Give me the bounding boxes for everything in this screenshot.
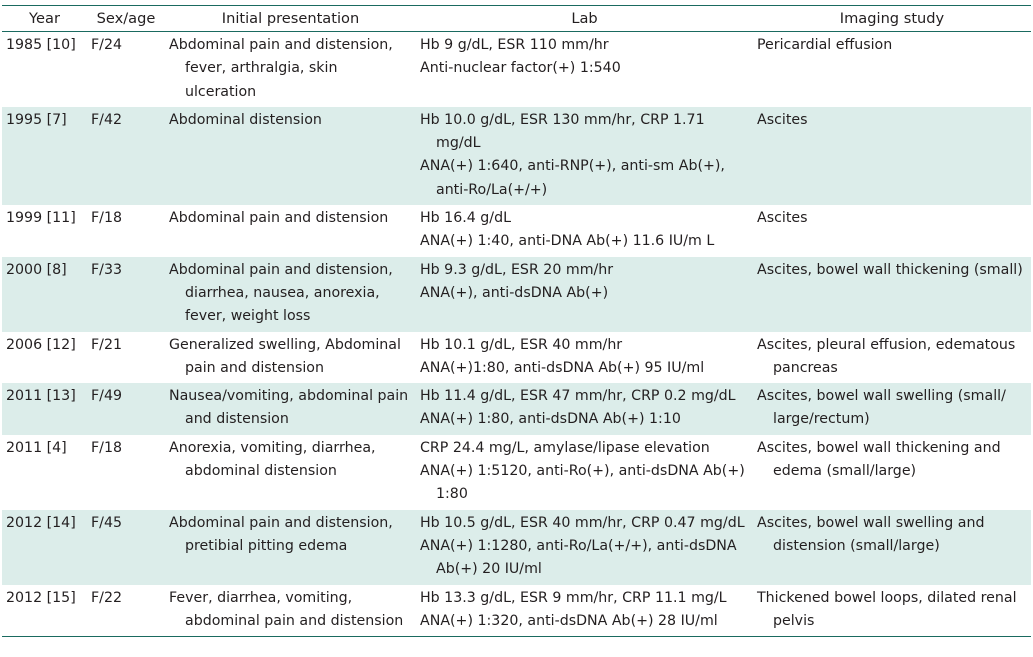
table-body — [2, 32, 1031, 637]
lab-line: Hb 10.5 g/dL, ESR 40 mm/hr, CRP 0.47 mg/dL — [420, 514, 745, 531]
header-imaging-study: Imaging study — [839, 9, 945, 27]
imaging-text: Thickened bowel loops, dilated renal pelvis — [757, 589, 1017, 629]
cell-sex-age: F/42 — [87, 107, 165, 205]
initial-text: Abdominal distension — [169, 111, 322, 128]
table-row — [2, 257, 1031, 332]
lab-line: ANA(+), anti-dsDNA Ab(+) — [420, 284, 609, 301]
lab-line: Hb 9.3 g/dL, ESR 20 mm/hr — [420, 261, 614, 278]
table-row — [2, 510, 1031, 585]
imaging-text: Ascites, bowel wall thickening (small) — [757, 261, 1023, 278]
imaging-text: Ascites — [757, 111, 808, 128]
cell-initial-presentation — [165, 510, 416, 585]
cell-sex-age: F/18 — [91, 439, 122, 456]
lab-line: ANA(+) 1:640, anti-RNP(+), anti-sm Ab(+), anti-Ro/La(+/+) — [420, 158, 725, 198]
cell-imaging — [753, 510, 1031, 585]
table-row — [2, 383, 1031, 435]
initial-text: Anorexia, vomiting, diarrhea, abdominal distension — [169, 439, 376, 480]
lab-line: Hb 10.0 g/dL, ESR 130 mm/hr, CRP 1.71 mg/dL — [420, 111, 705, 152]
cell-lab — [416, 205, 753, 257]
lab-line: Hb 16.4 g/dL — [420, 210, 511, 227]
cell-imaging — [753, 257, 1031, 332]
cell-imaging — [753, 435, 1031, 510]
cell-lab — [416, 435, 753, 510]
lab-line: ANA(+) 1:80, anti-dsDNA Ab(+) 1:10 — [420, 411, 681, 428]
lab-line: ANA(+)1:80, anti-dsDNA Ab(+) 95 IU/ml — [420, 359, 705, 376]
initial-text: Fever, diarrhea, vomiting, abdominal pain and distension — [169, 589, 404, 629]
table-row — [2, 205, 1031, 257]
cell-lab — [416, 32, 753, 107]
cell-sex-age: F/22 — [91, 589, 122, 606]
cell-sex-age: F/45 — [87, 510, 165, 585]
lab-line: ANA(+) 1:320, anti-dsDNA Ab(+) 28 IU/ml — [420, 612, 718, 629]
cell-lab — [416, 332, 753, 384]
cell-imaging — [753, 383, 1031, 435]
cell-year: 2011 [13] — [2, 383, 87, 435]
initial-text: Generalized swelling, Abdominal pain and distension — [169, 336, 401, 376]
lab-line: Hb 9 g/dL, ESR 110 mm/hr — [420, 37, 609, 53]
cell-sex-age: F/18 — [91, 210, 122, 227]
header-year: Year — [29, 9, 60, 27]
table-row — [2, 32, 1031, 107]
cell-lab — [416, 107, 753, 205]
cell-initial-presentation — [165, 435, 416, 510]
cell-imaging — [753, 32, 1031, 107]
cell-sex-age: F/24 — [91, 37, 122, 53]
cell-lab — [416, 257, 753, 332]
cell-sex-age: F/21 — [91, 336, 122, 353]
lab-line: Hb 11.4 g/dL, ESR 47 mm/hr, CRP 0.2 mg/dL — [420, 388, 736, 405]
case-table — [2, 5, 1031, 637]
cell-year: 2011 [4] — [6, 439, 67, 456]
header-row — [2, 6, 1031, 32]
imaging-text: Ascites, bowel wall swelling and distension (small/large) — [757, 514, 985, 554]
table-row — [2, 435, 1031, 510]
cell-initial-presentation — [165, 585, 416, 637]
imaging-text: Ascites, bowel wall thickening and edema (small/large) — [757, 439, 1001, 480]
initial-text: Abdominal pain and distension, fever, arthralgia, skin ulceration — [169, 37, 393, 100]
header-sex-age: Sex/age — [96, 9, 156, 27]
cell-year: 1999 [11] — [6, 210, 76, 227]
cell-year: 2012 [14] — [2, 510, 87, 585]
header-lab: Lab — [571, 9, 598, 27]
cell-initial-presentation — [165, 257, 416, 332]
initial-text: Abdominal pain and distension — [169, 210, 389, 227]
cell-initial-presentation — [165, 205, 416, 257]
cell-imaging — [753, 332, 1031, 384]
imaging-text: Pericardial effusion — [757, 37, 893, 53]
cell-imaging — [753, 107, 1031, 205]
cell-year: 1985 [10] — [6, 37, 76, 53]
cell-year: 1995 [7] — [2, 107, 87, 205]
lab-line: ANA(+) 1:1280, anti-Ro/La(+/+), anti-dsDNA Ab(+) 20 IU/ml — [420, 537, 737, 578]
lab-line: Hb 10.1 g/dL, ESR 40 mm/hr — [420, 336, 623, 353]
imaging-text: Ascites, pleural effusion, edematous pancreas — [757, 336, 1016, 376]
table-row — [2, 107, 1031, 205]
header-initial-presentation: Initial presentation — [221, 9, 360, 27]
lab-line: ANA(+) 1:5120, anti-Ro(+), anti-dsDNA Ab(+) 1:80 — [420, 463, 745, 503]
imaging-text: Ascites — [757, 210, 808, 227]
cell-imaging — [753, 205, 1031, 257]
initial-text: Nausea/vomiting, abdominal pain and distension — [169, 388, 409, 428]
cell-initial-presentation — [165, 332, 416, 384]
table-row — [2, 332, 1031, 384]
table-header — [2, 6, 1031, 32]
lab-line: CRP 24.4 mg/L, amylase/lipase elevation — [420, 439, 710, 456]
cell-sex-age: F/33 — [87, 257, 165, 332]
cell-year: 2006 [12] — [6, 336, 76, 353]
cell-year: 2000 [8] — [2, 257, 87, 332]
lab-line: ANA(+) 1:40, anti-DNA Ab(+) 11.6 IU/m L — [420, 233, 715, 250]
cell-year: 2012 [15] — [6, 589, 76, 606]
cell-sex-age: F/49 — [87, 383, 165, 435]
cell-imaging — [753, 585, 1031, 637]
cell-lab — [416, 383, 753, 435]
cell-initial-presentation — [165, 383, 416, 435]
lab-line: Hb 13.3 g/dL, ESR 9 mm/hr, CRP 11.1 mg/L — [420, 589, 727, 606]
cell-lab — [416, 585, 753, 637]
cell-lab — [416, 510, 753, 585]
cell-initial-presentation — [165, 32, 416, 107]
imaging-text: Ascites, bowel wall swelling (small/ large/rectum) — [757, 388, 1006, 428]
initial-text: Abdominal pain and distension, diarrhea, nausea, anorexia, fever, weight loss — [169, 261, 393, 325]
initial-text: Abdominal pain and distension, pretibial pitting edema — [169, 514, 393, 554]
cell-initial-presentation — [165, 107, 416, 205]
lab-line: Anti-nuclear factor(+) 1:540 — [420, 60, 621, 77]
table-row — [2, 585, 1031, 637]
